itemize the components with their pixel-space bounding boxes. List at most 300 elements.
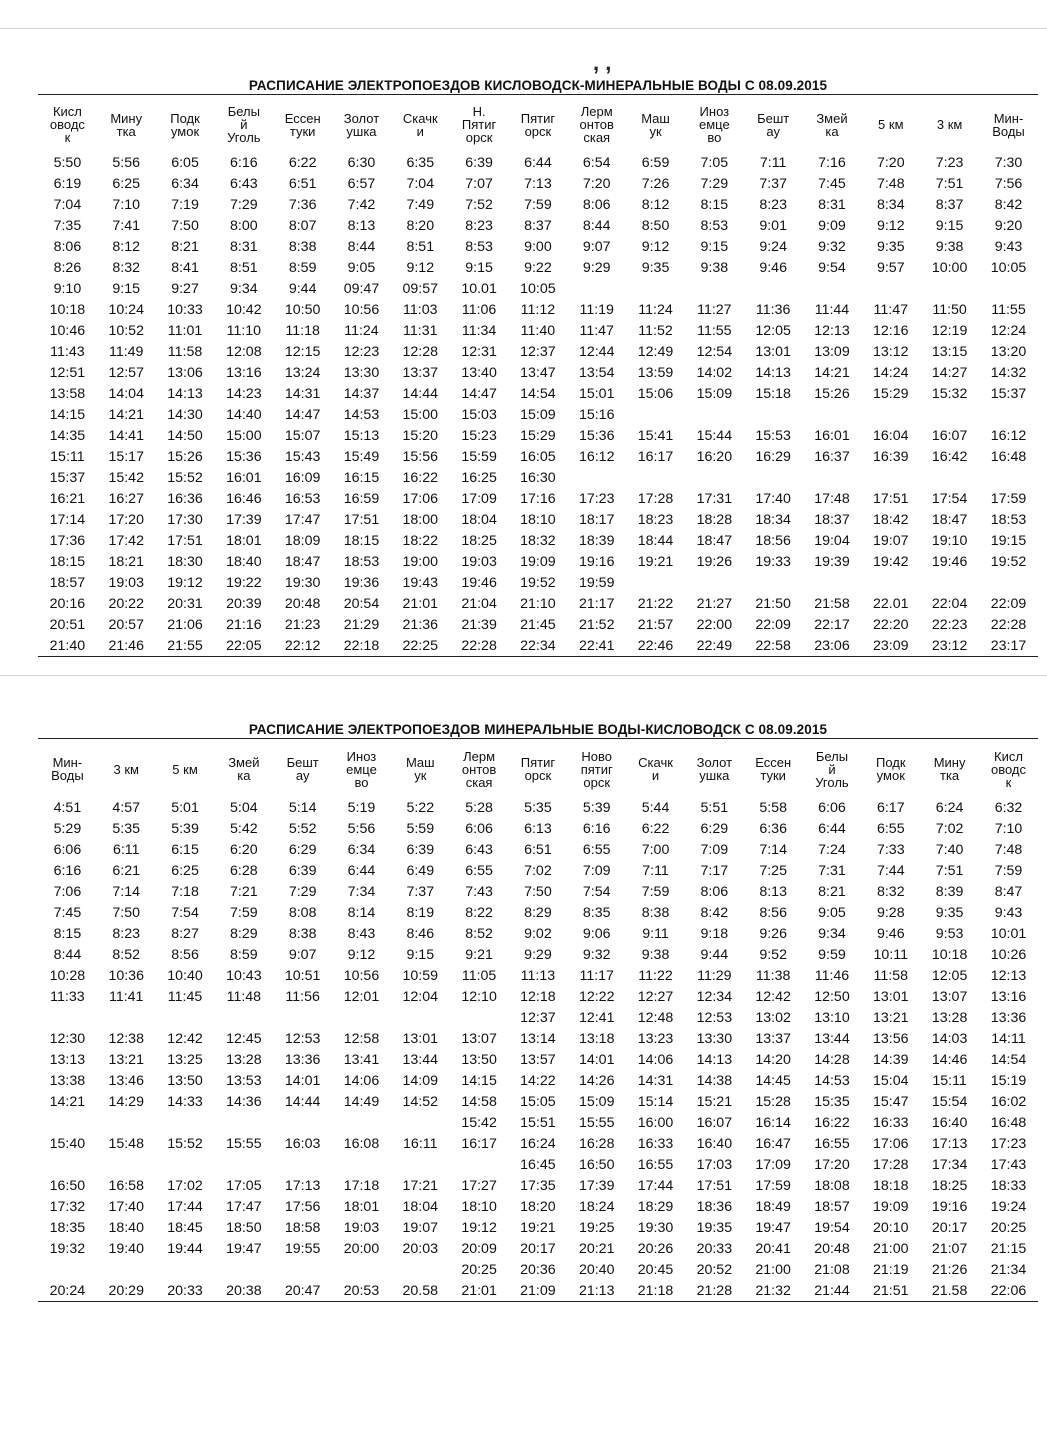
departure-time: 14:11: [991, 1030, 1026, 1047]
train-row: [38, 1238, 1038, 1259]
departure-time: 17:51: [696, 1177, 733, 1194]
departure-time: 7:14: [112, 883, 141, 900]
departure-time: 18:10: [461, 1198, 497, 1215]
station-header-row: [38, 741, 1038, 797]
departure-time: 13:23: [637, 1030, 674, 1047]
departure-time: 11:22: [638, 967, 673, 984]
departure-time: [332, 1154, 391, 1175]
departure-time: 7:59: [524, 196, 552, 213]
departure-time: 7:44: [876, 862, 905, 879]
departure-time: 7:59: [230, 904, 258, 921]
departure-time: 14:30: [167, 406, 203, 423]
departure-time: 12:49: [637, 343, 674, 360]
departure-time: 9:15: [935, 217, 964, 234]
departure-time: 18:04: [402, 1198, 439, 1215]
departure-time: 18:10: [520, 511, 556, 528]
departure-time: 8:44: [347, 238, 376, 255]
departure-time: 14:49: [343, 1093, 380, 1110]
train-row: [38, 1070, 1038, 1091]
departure-time: 9:20: [994, 217, 1023, 234]
departure-time: 9:32: [818, 238, 846, 255]
departure-time: 14:21: [814, 364, 850, 381]
departure-time: [920, 404, 979, 425]
departure-time: 7:21: [230, 883, 258, 900]
departure-time: 9:46: [759, 259, 787, 276]
departure-time: 7:06: [53, 883, 82, 900]
timetable: [38, 97, 1038, 657]
departure-time: 6:55: [876, 820, 905, 837]
departure-time: 16:11: [403, 1135, 438, 1152]
station-header: Мин- Воды: [51, 755, 84, 783]
departure-time: 19:55: [284, 1240, 321, 1257]
departure-time: 14:26: [578, 1072, 615, 1089]
departure-time: 16:20: [696, 448, 733, 465]
departure-time: 9:15: [112, 280, 141, 297]
departure-time: 11:55: [697, 322, 732, 339]
station-header: Скачк и: [638, 755, 673, 783]
departure-time: 9:12: [641, 238, 670, 255]
departure-time: 13:53: [226, 1072, 262, 1089]
departure-time: 15:04: [873, 1072, 909, 1089]
departure-time: 6:39: [288, 862, 317, 879]
departure-time: 21:57: [637, 616, 674, 633]
departure-time: 13:21: [873, 1009, 909, 1026]
departure-time: 10:05: [990, 259, 1027, 276]
departure-time: 19:03: [108, 574, 144, 591]
departure-time: [450, 1154, 509, 1175]
departure-time: 10:42: [226, 301, 262, 318]
departure-time: 8:56: [171, 946, 199, 963]
departure-time: 11:27: [697, 301, 732, 318]
train-row: [38, 1112, 1038, 1133]
departure-time: 11:41: [108, 988, 144, 1005]
train-row: [38, 839, 1038, 860]
departure-time: [214, 1259, 273, 1280]
train-row: [38, 965, 1038, 986]
train-row: [38, 818, 1038, 839]
departure-time: 12:05: [755, 322, 791, 339]
departure-time: 7:18: [171, 883, 199, 900]
departure-time: 5:58: [759, 799, 787, 816]
departure-time: 14:20: [755, 1051, 791, 1068]
departure-time: 9:38: [700, 259, 729, 276]
departure-time: 7:31: [818, 862, 846, 879]
departure-time: 18:47: [284, 553, 321, 570]
departure-time: 22:17: [814, 616, 850, 633]
departure-time: 9:34: [230, 280, 258, 297]
departure-time: 18:08: [814, 1177, 850, 1194]
departure-time: 20.58: [391, 1280, 450, 1302]
departure-time: 21:07: [931, 1240, 968, 1257]
departure-time: 15:59: [461, 448, 497, 465]
departure-time: [97, 1007, 156, 1028]
departure-time: 8:06: [700, 883, 729, 900]
departure-time: 13:07: [461, 1030, 497, 1047]
departure-time: 5:04: [230, 799, 258, 816]
departure-time: 21:13: [567, 1280, 626, 1302]
departure-time: [803, 572, 862, 593]
departure-time: 22:00: [696, 616, 733, 633]
departure-time: 8:51: [230, 259, 258, 276]
departure-time: 13:02: [755, 1009, 791, 1026]
departure-time: 5:39: [582, 799, 611, 816]
departure-time: 14:13: [755, 364, 791, 381]
departure-time: 8:06: [53, 238, 82, 255]
departure-time: 8:08: [288, 904, 317, 921]
departure-time: 20:57: [108, 616, 144, 633]
departure-time: [685, 572, 744, 593]
departure-time: 16:14: [755, 1114, 791, 1131]
departure-time: 19:21: [637, 553, 674, 570]
departure-time: 15:20: [402, 427, 439, 444]
departure-time: 15:42: [108, 469, 144, 486]
departure-time: 12:53: [696, 1009, 733, 1026]
departure-time: 6:39: [465, 154, 493, 171]
departure-time: 16:17: [637, 448, 674, 465]
departure-time: 18:29: [637, 1198, 674, 1215]
departure-time: 12:57: [108, 364, 144, 381]
train-row: [38, 881, 1038, 902]
departure-time: 6:29: [700, 820, 729, 837]
departure-time: 6:16: [230, 154, 258, 171]
departure-time: [156, 1007, 215, 1028]
departure-time: 7:51: [935, 175, 964, 192]
departure-time: 10.01: [461, 280, 497, 297]
departure-time: 18:49: [755, 1198, 791, 1215]
departure-time: 9:07: [582, 238, 611, 255]
departure-time: 14:23: [226, 385, 262, 402]
departure-time: 5:14: [288, 799, 317, 816]
station-header: Бешт ау: [286, 755, 319, 783]
departure-time: 8:13: [347, 217, 376, 234]
departure-time: 18:32: [520, 532, 556, 549]
departure-time: 8:20: [406, 217, 435, 234]
departure-time: 22:09: [990, 595, 1027, 612]
departure-time: 21:45: [520, 616, 556, 633]
departure-time: 14:01: [578, 1051, 615, 1068]
departure-time: 16:48: [990, 1114, 1027, 1131]
departure-time: 6:06: [53, 841, 82, 858]
departure-time: 6:06: [465, 820, 493, 837]
departure-time: [214, 1007, 273, 1028]
departure-time: 17:48: [814, 490, 850, 507]
departure-time: 16:29: [755, 448, 791, 465]
departure-time: 11:47: [579, 322, 614, 339]
departure-time: 5:22: [406, 799, 435, 816]
departure-time: 11:06: [461, 301, 497, 318]
departure-time: 7:50: [524, 883, 552, 900]
departure-time: 6:05: [171, 154, 199, 171]
departure-time: 8:46: [406, 925, 435, 942]
departure-time: 11:31: [403, 322, 438, 339]
departure-time: 12:19: [931, 322, 968, 339]
departure-time: 13:44: [402, 1051, 439, 1068]
departure-time: 14:09: [402, 1072, 439, 1089]
departure-time: 19:16: [931, 1198, 968, 1215]
departure-time: 20:48: [814, 1240, 850, 1257]
departure-time: 14:06: [637, 1051, 674, 1068]
departure-time: 4:51: [53, 799, 82, 816]
departure-time: 21:51: [861, 1280, 920, 1302]
departure-time: 7:29: [288, 883, 317, 900]
departure-time: [626, 404, 685, 425]
departure-time: 14:40: [226, 406, 262, 423]
departure-time: 8:34: [876, 196, 905, 213]
departure-time: 20:54: [343, 595, 380, 612]
train-row: [38, 986, 1038, 1007]
departure-time: 16:28: [578, 1135, 615, 1152]
departure-time: 14:31: [637, 1072, 674, 1089]
departure-time: 17:02: [167, 1177, 203, 1194]
departure-time: 16:05: [520, 448, 556, 465]
train-row: [38, 320, 1038, 341]
departure-time: 12:18: [520, 988, 556, 1005]
departure-time: 15:26: [814, 385, 850, 402]
departure-time: 9:15: [465, 259, 493, 276]
departure-time: 8:47: [994, 883, 1023, 900]
departure-time: 17:09: [755, 1156, 791, 1173]
departure-time: 11:50: [932, 301, 967, 318]
departure-time: 22:04: [931, 595, 968, 612]
departure-time: 16:24: [520, 1135, 556, 1152]
departure-time: 18:56: [755, 532, 791, 549]
departure-time: 6:44: [818, 820, 846, 837]
departure-time: 12:38: [108, 1030, 144, 1047]
departure-time: 14:24: [873, 364, 909, 381]
departure-time: 18:00: [402, 511, 439, 528]
departure-time: 16:42: [931, 448, 968, 465]
departure-time: 6:16: [582, 820, 611, 837]
departure-time: 6:34: [347, 841, 376, 858]
departure-time: 10:33: [167, 301, 203, 318]
departure-time: 19:35: [696, 1219, 733, 1236]
departure-time: 14:44: [402, 385, 439, 402]
departure-time: [156, 1112, 215, 1133]
departure-time: 16:50: [49, 1177, 86, 1194]
departure-time: 16:25: [461, 469, 497, 486]
departure-time: 22:09: [755, 616, 791, 633]
departure-time: 8:26: [53, 259, 82, 276]
timetable: [38, 741, 1038, 1302]
departure-time: 6:35: [406, 154, 435, 171]
departure-time: 8:53: [465, 238, 493, 255]
departure-time: 6:06: [818, 799, 846, 816]
departure-time: 7:40: [935, 841, 964, 858]
departure-time: 17:40: [108, 1198, 144, 1215]
departure-time: 17:05: [226, 1177, 262, 1194]
departure-time: 15:18: [755, 385, 791, 402]
departure-time: 11:33: [50, 988, 85, 1005]
departure-time: 13:13: [49, 1051, 86, 1068]
departure-time: 6:43: [465, 841, 493, 858]
departure-time: 22:05: [214, 635, 273, 657]
departure-time: 15:55: [226, 1135, 262, 1152]
departure-time: 10:26: [990, 946, 1027, 963]
departure-time: 21:22: [637, 595, 674, 612]
station-header: Иноз емце во: [346, 748, 377, 790]
departure-time: 8:38: [641, 904, 670, 921]
station-header: 5 км: [172, 761, 198, 777]
departure-time: 11:19: [579, 301, 614, 318]
departure-time: 5:51: [700, 799, 729, 816]
departure-time: 9:35: [935, 904, 964, 921]
departure-time: 6:59: [641, 154, 670, 171]
station-header: Мину тка: [110, 110, 143, 139]
departure-time: 8:50: [641, 217, 670, 234]
departure-time: 20:09: [461, 1240, 497, 1257]
departure-time: 10:11: [873, 946, 908, 963]
train-row: [38, 1133, 1038, 1154]
departure-time: 21:58: [814, 595, 850, 612]
departure-time: [920, 278, 979, 299]
departure-time: 10:46: [49, 322, 86, 339]
departure-time: 8:56: [759, 904, 787, 921]
departure-time: 7:34: [347, 883, 376, 900]
departure-time: 18:57: [814, 1198, 850, 1215]
departure-time: 9:34: [818, 925, 846, 942]
departure-time: 6:25: [171, 862, 199, 879]
departure-time: 22:12: [273, 635, 332, 657]
departure-time: 19:26: [696, 553, 733, 570]
departure-time: 21:26: [931, 1261, 968, 1278]
pen-mark: , ,: [593, 50, 612, 75]
departure-time: [803, 467, 862, 488]
station-header: 5 км: [878, 117, 904, 132]
departure-time: 18:34: [755, 511, 791, 528]
departure-time: [567, 467, 626, 488]
departure-time: 6:11: [112, 841, 140, 858]
departure-time: 8:15: [53, 925, 82, 942]
departure-time: 16:22: [402, 469, 439, 486]
station-header: Пятиг орск: [520, 110, 556, 139]
departure-time: 19:43: [402, 574, 439, 591]
departure-time: [920, 572, 979, 593]
departure-time: 15:00: [402, 406, 439, 423]
departure-time: 8:23: [759, 196, 787, 213]
train-row: [38, 299, 1038, 320]
departure-time: 18:40: [108, 1219, 144, 1236]
departure-time: 8:14: [347, 904, 376, 921]
departure-time: 19:46: [931, 553, 968, 570]
departure-time: 7:10: [112, 196, 141, 213]
departure-time: 7:45: [818, 175, 846, 192]
departure-time: 15:37: [990, 385, 1027, 402]
station-header: Белы й Уголь: [227, 104, 261, 145]
departure-time: 8:38: [288, 238, 317, 255]
departure-time: 14:46: [931, 1051, 968, 1068]
train-row: [38, 236, 1038, 257]
departure-time: 16:07: [696, 1114, 733, 1131]
departure-time: 7:02: [935, 820, 964, 837]
departure-time: 16:01: [814, 427, 850, 444]
departure-time: [744, 404, 803, 425]
departure-time: 9:05: [818, 904, 846, 921]
departure-time: 7:50: [171, 217, 199, 234]
departure-time: 20:24: [38, 1280, 97, 1302]
departure-time: 21:34: [990, 1261, 1027, 1278]
departure-time: 9:44: [288, 280, 317, 297]
departure-time: 22:49: [685, 635, 744, 657]
departure-time: 9:46: [876, 925, 905, 942]
schedule-title: РАСПИСАНИЕ ЭЛЕКТРОПОЕЗДОВ КИСЛОВОДСК-МИНЕРАЛЬНЫЕ ВОДЫ С 08.09.2015: [38, 78, 1038, 95]
train-row: [38, 257, 1038, 278]
departure-time: 6:17: [876, 799, 905, 816]
departure-time: 11:49: [108, 343, 144, 360]
departure-time: 17:23: [578, 490, 615, 507]
train-row: [38, 194, 1038, 215]
departure-time: [38, 1112, 97, 1133]
departure-time: 22:25: [391, 635, 450, 657]
departure-time: 19:10: [931, 532, 968, 549]
departure-time: 7:17: [700, 862, 729, 879]
train-row: [38, 572, 1038, 593]
departure-time: 13:36: [284, 1051, 321, 1068]
departure-time: 21.58: [920, 1280, 979, 1302]
departure-time: 8:13: [759, 883, 787, 900]
departure-time: 6:16: [53, 862, 82, 879]
departure-time: 15:36: [226, 448, 262, 465]
departure-time: 8:12: [112, 238, 141, 255]
departure-time: [391, 1154, 450, 1175]
departure-time: 9:38: [935, 238, 964, 255]
departure-time: [38, 1154, 97, 1175]
departure-time: 15:54: [931, 1093, 968, 1110]
departure-time: 17:56: [284, 1198, 321, 1215]
departure-time: 15:35: [814, 1093, 850, 1110]
departure-time: 14:06: [343, 1072, 380, 1089]
station-header: Мин- Воды: [992, 110, 1025, 139]
departure-time: 12:58: [343, 1030, 380, 1047]
timetable-body: [38, 797, 1038, 1302]
departure-time: 9:38: [641, 946, 670, 963]
train-row: [38, 1175, 1038, 1196]
departure-time: 11:36: [755, 301, 791, 318]
departure-time: 18:01: [226, 532, 262, 549]
departure-time: 14:35: [49, 427, 86, 444]
departure-time: 14:32: [990, 364, 1027, 381]
departure-time: 7:41: [112, 217, 141, 234]
departure-time: 19:03: [343, 1219, 380, 1236]
departure-time: 12:30: [49, 1030, 86, 1047]
station-header: Бешт ау: [757, 110, 790, 139]
departure-time: 15:36: [578, 427, 615, 444]
departure-time: 16:00: [637, 1114, 674, 1131]
station-header-row: [38, 97, 1038, 152]
train-row: [38, 362, 1038, 383]
departure-time: 9:21: [465, 946, 493, 963]
departure-time: 17:13: [284, 1177, 321, 1194]
train-row: [38, 902, 1038, 923]
departure-time: 8:38: [288, 925, 317, 942]
departure-time: 14:01: [284, 1072, 321, 1089]
departure-time: 15:53: [755, 427, 791, 444]
departure-time: [979, 404, 1038, 425]
departure-time: 7:36: [288, 196, 317, 213]
departure-time: 19:30: [637, 1219, 674, 1236]
departure-time: 11:12: [520, 301, 556, 318]
departure-time: 13:46: [108, 1072, 144, 1089]
train-row: [38, 923, 1038, 944]
departure-time: 10:18: [931, 946, 968, 963]
station-header: Ессен туки: [284, 110, 321, 139]
departure-time: 18:17: [578, 511, 615, 528]
departure-time: 12:28: [402, 343, 439, 360]
top-edge-line: [0, 28, 1047, 29]
departure-time: 16:58: [108, 1177, 144, 1194]
departure-time: 8:37: [935, 196, 964, 213]
departure-time: 6:39: [406, 841, 435, 858]
departure-time: 22:41: [567, 635, 626, 657]
